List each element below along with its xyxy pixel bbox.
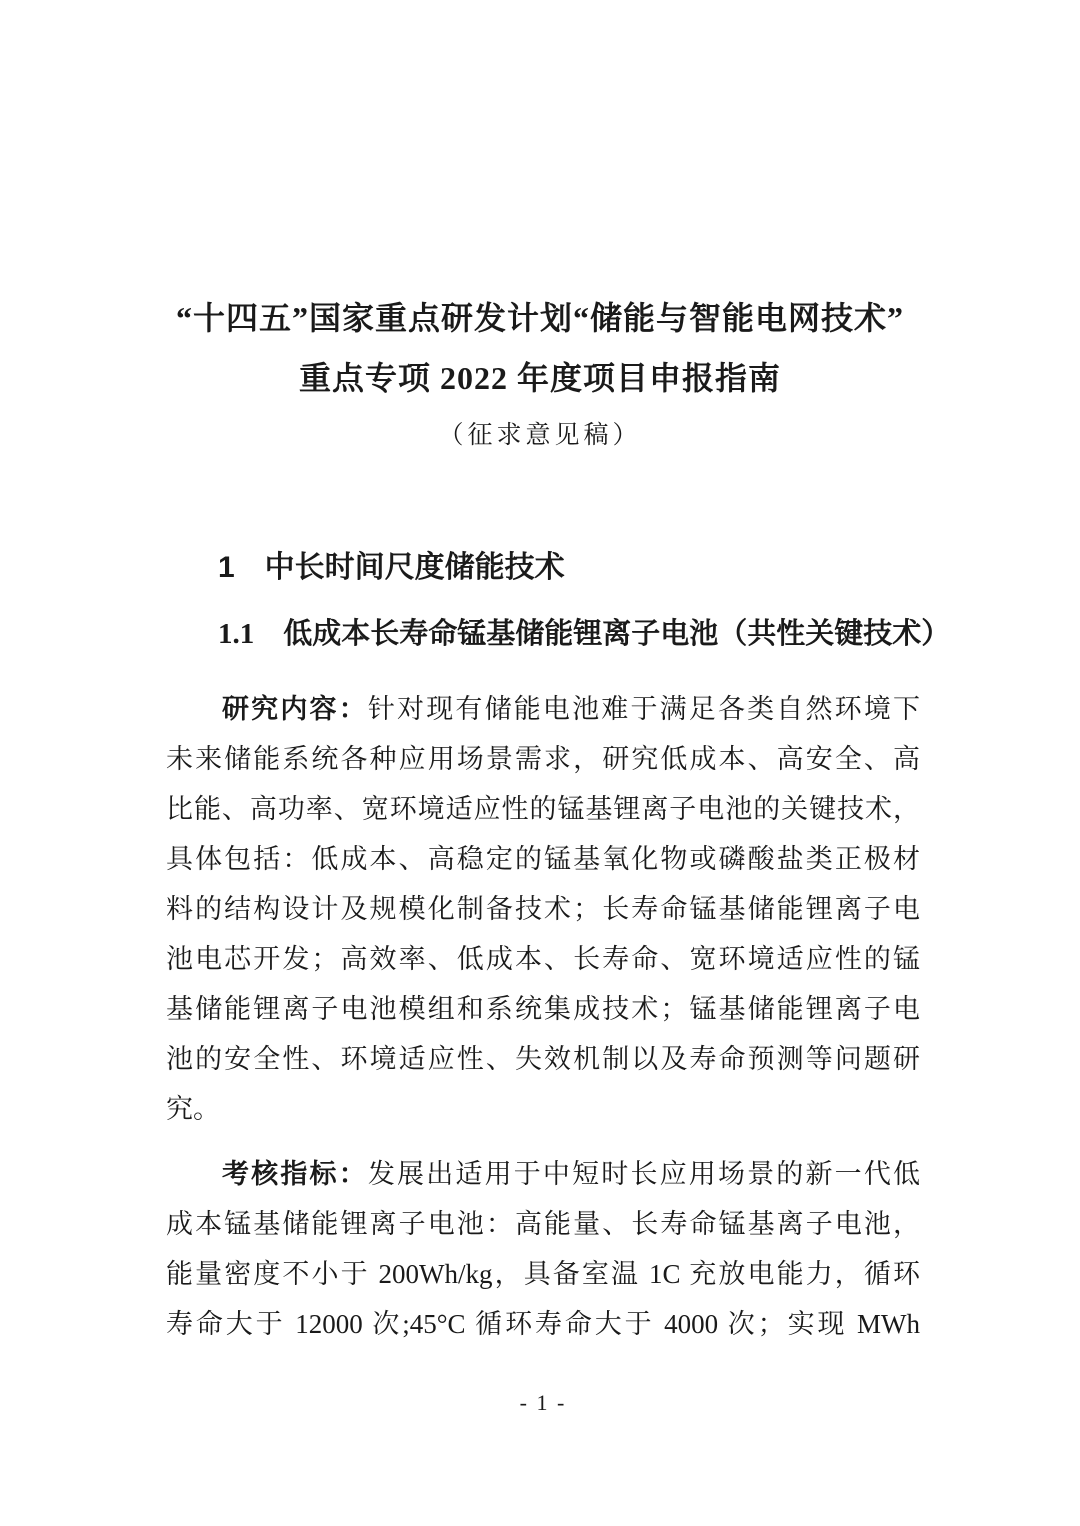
paragraph-text: 针对现有储能电池难于满足各类自然环境下 — [367, 694, 920, 724]
section-heading-1-1: 1.1 低成本长寿命锰基储能锂离子电池（共性关键技术） — [218, 618, 951, 650]
paragraph-line: 具体包括：低成本、高稳定的锰基氧化物或磷酸盐类正极材 — [166, 844, 920, 874]
paragraph-line — [166, 684, 920, 734]
paragraph-line: 成本锰基储能锂离子电池：高能量、长寿命锰基离子电池， — [166, 1209, 920, 1239]
research-content-label: 研究内容： — [222, 694, 368, 724]
section-heading-1: 1 中长时间尺度储能技术 — [218, 551, 565, 584]
research-content-paragraph — [166, 684, 920, 1134]
assessment-metrics-paragraph — [166, 1149, 920, 1349]
document-title-line-2: 重点专项 2022 年度项目申报指南 — [298, 360, 781, 396]
paragraph-line: 池电芯开发；高效率、低成本、长寿命、宽环境适应性的锰 — [166, 944, 920, 974]
paragraph-text: 发展出适用于中短时长应用场景的新一代低 — [367, 1159, 920, 1189]
paragraph-line: 料的结构设计及规模化制备技术；长寿命锰基储能锂离子电 — [166, 894, 920, 924]
paragraph-line: 比能、高功率、宽环境适应性的锰基锂离子电池的关键技术， — [166, 794, 920, 824]
document-title — [0, 288, 1080, 408]
paragraph-line: 能量密度不小于 200Wh/kg，具备室温 1C 充放电能力，循环 — [166, 1259, 920, 1289]
paragraph-line — [166, 1149, 920, 1199]
document-title-line-1: “十四五”国家重点研发计划“储能与智能电网技术” — [175, 300, 904, 336]
document-subtitle: （征求意见稿） — [438, 422, 642, 449]
paragraph-line: 基储能锂离子电池模组和系统集成技术；锰基储能锂离子电 — [166, 994, 920, 1024]
paragraph-line: 池的安全性、环境适应性、失效机制以及寿命预测等问题研 — [166, 1044, 920, 1074]
page-number: - 1 - — [519, 1390, 567, 1415]
paragraph-line: 未来储能系统各种应用场景需求，研究低成本、高安全、高 — [166, 744, 920, 774]
paragraph-line: 寿命大于 12000 次;45°C 循环寿命大于 4000 次；实现 MWh — [166, 1309, 920, 1339]
paragraph-line: 究。 — [166, 1094, 220, 1124]
assessment-metrics-label: 考核指标： — [222, 1159, 368, 1189]
